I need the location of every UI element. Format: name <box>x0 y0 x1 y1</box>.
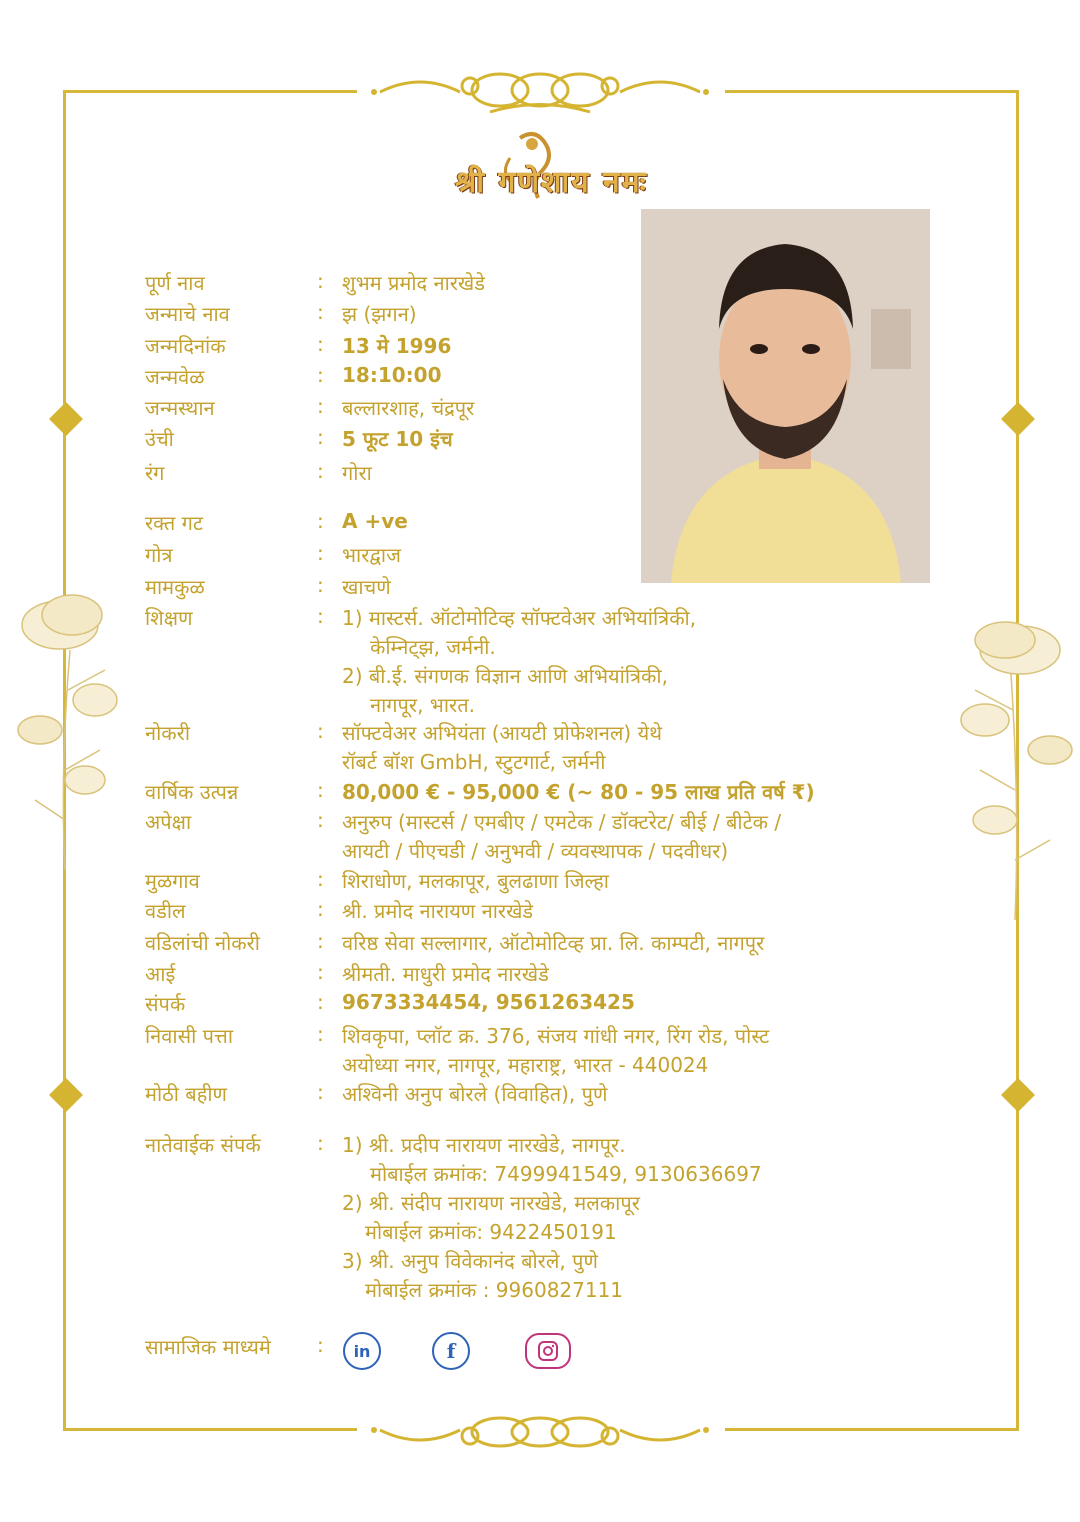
facebook-label: f <box>446 1339 456 1363</box>
label-social-media: सामाजिक माध्यमे <box>145 1335 271 1359</box>
colon: : <box>317 541 324 565</box>
colon: : <box>317 808 324 832</box>
label-father: वडील <box>145 899 186 923</box>
value-job: सॉफ्टवेअर अभियंता (आयटी प्रोफेशनल) येथे <box>342 721 662 745</box>
value-education-2-place: नागपूर, भारत. <box>370 693 475 717</box>
label-education: शिक्षण <box>145 606 193 630</box>
linkedin-label: in <box>353 1341 371 1361</box>
colon: : <box>317 604 324 628</box>
value-mamkul: खाचणे <box>342 575 391 599</box>
colon: : <box>317 719 324 743</box>
value-relative-2-mobile: मोबाईल क्रमांक: 9422450191 <box>365 1220 617 1244</box>
value-complexion: गोरा <box>342 461 372 485</box>
colon: : <box>317 509 324 533</box>
colon: : <box>317 990 324 1014</box>
value-relative-3: 3) श्री. अनुप विवेकानंद बोरले, पुणे <box>342 1249 598 1273</box>
value-father: श्री. प्रमोद नारायण नारखेडे <box>342 899 534 923</box>
value-relative-2: 2) श्री. संदीप नारायण नारखेडे, मलकापूर <box>342 1191 640 1215</box>
colon: : <box>317 897 324 921</box>
value-height: 5 फूट 10 इंच <box>342 427 453 451</box>
label-annual-income: वार्षिक उत्पन्न <box>145 780 239 804</box>
value-blood-group: A +ve <box>342 509 408 533</box>
value-father-job: वरिष्ठ सेवा सल्लागार, ऑटोमोटिव्ह प्रा. लि. काम्पटी, नागपूर <box>342 931 765 955</box>
label-blood-group: रक्त गट <box>145 511 203 535</box>
value-relative-1: 1) श्री. प्रदीप नारायण नारखेडे, नागपूर. <box>342 1133 626 1157</box>
label-father-job: वडिलांची नोकरी <box>145 931 260 955</box>
value-address-2: अयोध्या नगर, नागपूर, महाराष्ट्र, भारत - 440024 <box>342 1053 709 1077</box>
instagram-glyph-icon <box>537 1340 559 1362</box>
label-relatives: नातेवाईक संपर्क <box>145 1133 261 1157</box>
label-job: नोकरी <box>145 721 190 745</box>
label-contact: संपर्क <box>145 992 186 1016</box>
value-education-1-place: केम्निट्झ, जर्मनी. <box>370 635 496 659</box>
label-native-place: मुळगाव <box>145 869 200 893</box>
value-relative-1-mobile: मोबाईल क्रमांक: 7499941549, 9130636697 <box>370 1162 762 1186</box>
value-expectations: अनुरुप (मास्टर्स / एमबीए / एमटेक / डॉक्टरेट/ बीई / बीटेक / <box>342 810 782 834</box>
label-expectations: अपेक्षा <box>145 810 192 834</box>
value-address: शिवकृपा, प्लॉट क्र. 376, संजय गांधी नगर, रिंग रोड, पोस्ट <box>342 1024 770 1048</box>
colon: : <box>317 1333 324 1357</box>
value-relative-3-mobile: मोबाईल क्रमांक : 9960827111 <box>365 1278 624 1302</box>
colon: : <box>317 394 324 418</box>
colon: : <box>317 269 324 293</box>
value-mother: श्रीमती. माधुरी प्रमोद नारखेडे <box>342 962 549 986</box>
label-height: उंची <box>145 427 174 451</box>
value-birth-place: बल्लारशाह, चंद्रपूर <box>342 396 475 420</box>
colon: : <box>317 1080 324 1104</box>
value-contact: 9673334454, 9561263425 <box>342 990 635 1014</box>
label-birth-time: जन्मवेळ <box>145 365 205 389</box>
label-elder-sister: मोठी बहीण <box>145 1082 227 1106</box>
colon: : <box>317 573 324 597</box>
value-gotra: भारद्वाज <box>342 543 401 567</box>
logo-text: श्री गणेशाय नमः <box>455 165 648 200</box>
colon: : <box>317 929 324 953</box>
label-gotra: गोत्र <box>145 543 173 567</box>
colon: : <box>317 300 324 324</box>
value-education-1: 1) मास्टर्स. ऑटोमोटिव्ह सॉफ्टवेअर अभियांत्रिकी, <box>342 606 697 630</box>
colon: : <box>317 867 324 891</box>
label-birth-date: जन्मदिनांक <box>145 334 226 358</box>
label-mamkul: मामकुळ <box>145 575 205 599</box>
colon: : <box>317 332 324 356</box>
colon: : <box>317 1022 324 1046</box>
label-birth-place: जन्मस्थान <box>145 396 215 420</box>
colon: : <box>317 778 324 802</box>
instagram-icon[interactable] <box>525 1333 571 1369</box>
label-complexion: रंग <box>145 461 165 485</box>
value-expectations-2: आयटी / पीएचडी / अनुभवी / व्यवस्थापक / पदवीधर) <box>342 839 729 863</box>
value-job-employer: रॉबर्ट बॉश GmbH, स्टुटगार्ट, जर्मनी <box>342 750 606 774</box>
value-elder-sister: अश्विनी अनुप बोरले (विवाहित), पुणे <box>342 1082 608 1106</box>
label-full-name: पूर्ण नाव <box>145 271 205 295</box>
label-address: निवासी पत्ता <box>145 1024 233 1048</box>
value-birth-time: 18:10:00 <box>342 363 442 387</box>
colon: : <box>317 459 324 483</box>
value-annual-income: 80,000 € - 95,000 € (~ 80 - 95 लाख प्रति वर्ष ₹) <box>342 780 815 804</box>
colon: : <box>317 1131 324 1155</box>
value-birth-date: 13 मे 1996 <box>342 334 452 358</box>
facebook-icon[interactable] <box>432 1332 470 1370</box>
linkedin-icon[interactable] <box>343 1332 381 1370</box>
colon: : <box>317 425 324 449</box>
label-birth-name: जन्माचे नाव <box>145 302 230 326</box>
value-education-2: 2) बी.ई. संगणक विज्ञान आणि अभियांत्रिकी, <box>342 664 668 688</box>
value-full-name: शुभम प्रमोद नारखेडे <box>342 271 485 295</box>
value-birth-name: झ (झगन) <box>342 302 417 326</box>
value-native-place: शिराधोण, मलकापूर, बुलढाणा जिल्हा <box>342 869 609 893</box>
colon: : <box>317 960 324 984</box>
colon: : <box>317 363 324 387</box>
label-mother: आई <box>145 962 176 986</box>
